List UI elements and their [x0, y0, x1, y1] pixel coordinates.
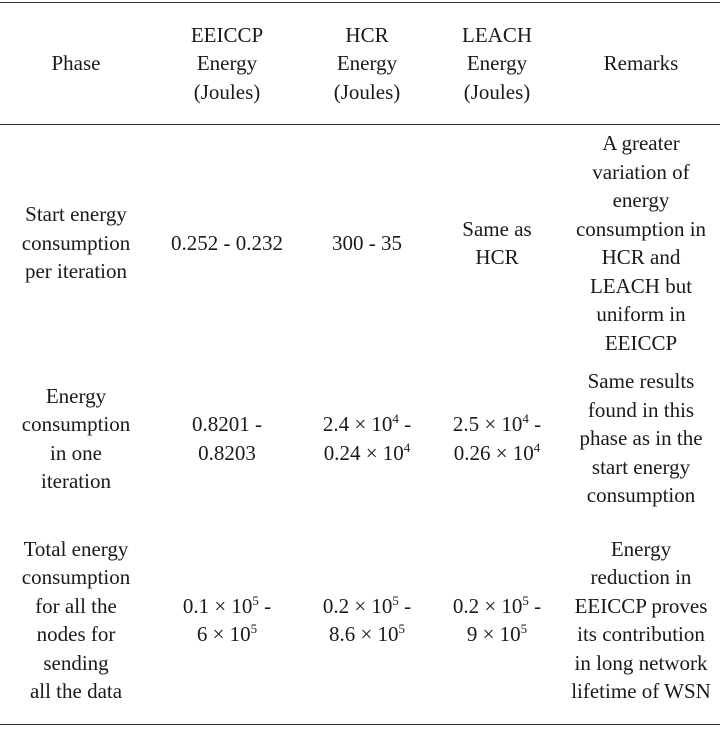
sci-base: 0.26 × 10: [453, 440, 534, 465]
header-hcr-energy: [302, 3, 432, 125]
sci-value: [154, 592, 300, 621]
header-text: Energy: [196, 51, 258, 76]
header-phase: [0, 3, 152, 125]
sci-base: 6 × 10: [196, 622, 251, 646]
sci-base: 2.4 × 10: [322, 412, 393, 436]
header-text: Phase: [51, 51, 101, 76]
sci-exponent: 4: [533, 439, 541, 455]
cell-eeiccp: [152, 125, 302, 362]
cell-remarks: [562, 516, 720, 725]
energy-comparison-table-container: [0, 2, 720, 725]
cell-text: 300 - 35: [332, 230, 402, 255]
sci-exponent: 5: [520, 621, 528, 636]
cell-text: Energy: [610, 536, 672, 561]
cell-text: 0.8201 -: [192, 412, 262, 436]
cell-text: consumption in: [575, 216, 707, 241]
cell-eeiccp: [152, 361, 302, 516]
sci-base: 8.6 × 10: [328, 622, 399, 646]
sci-value: [434, 410, 560, 439]
sci-exponent: 5: [250, 621, 258, 636]
header-text: HCR: [345, 22, 389, 47]
header-text: (Joules): [193, 79, 261, 104]
table-body: [0, 125, 720, 725]
table-row-total-energy: [0, 516, 720, 725]
header-text: (Joules): [463, 79, 531, 104]
sci-tail: -: [528, 412, 542, 436]
cell-text: found in this: [587, 397, 695, 422]
sci-value: [304, 439, 430, 468]
cell-leach: [432, 516, 562, 725]
cell-text: in one: [50, 440, 102, 465]
cell-text: variation of: [592, 159, 690, 184]
header-leach-energy: [432, 3, 562, 125]
sci-base: 2.5 × 10: [452, 412, 523, 436]
header-text: EEICCP: [190, 22, 264, 47]
sci-base: 0.1 × 10: [182, 593, 253, 618]
cell-text: HCR: [475, 245, 519, 269]
cell-phase: [0, 125, 152, 362]
sci-value: [304, 410, 430, 439]
sci-exponent: 5: [522, 592, 529, 608]
cell-text: 0.252 - 0.232: [171, 230, 283, 255]
sci-exponent: 5: [392, 592, 399, 608]
header-text: Remarks: [603, 51, 679, 76]
cell-text: energy: [612, 188, 670, 212]
cell-text: consumption: [586, 483, 696, 508]
sci-value: [434, 620, 560, 649]
cell-text: consumption: [21, 412, 131, 436]
cell-hcr: [302, 125, 432, 362]
header-text: Energy: [466, 51, 528, 76]
cell-hcr: [302, 361, 432, 516]
cell-text: per iteration: [24, 259, 128, 284]
header-eeiccp-energy: [152, 3, 302, 125]
sci-tail: -: [398, 412, 412, 436]
cell-remarks: [562, 125, 720, 362]
cell-phase: [0, 516, 152, 725]
cell-text: 0.8203: [198, 440, 256, 465]
sci-tail: -: [398, 593, 412, 618]
sci-base: 9 × 10: [466, 622, 521, 646]
sci-exponent: 4: [392, 411, 399, 426]
cell-text: Same as: [462, 216, 532, 241]
sci-base: 0.24 × 10: [323, 440, 404, 465]
sci-exponent: 5: [252, 592, 259, 608]
cell-text: start energy: [591, 454, 691, 479]
cell-text: for all the: [35, 593, 117, 618]
sci-value: [154, 620, 300, 649]
sci-exponent: 5: [398, 621, 406, 636]
cell-text: Energy: [45, 383, 107, 408]
cell-remarks: [562, 361, 720, 516]
cell-text: EEICCP: [604, 330, 678, 355]
sci-value: [304, 592, 430, 621]
cell-text: in long network: [574, 650, 708, 675]
table-header: [0, 3, 720, 125]
header-text: LEACH: [462, 22, 532, 47]
sci-value: [304, 620, 430, 649]
cell-text: LEACH but: [589, 273, 693, 298]
cell-text: reduction in: [590, 565, 692, 589]
cell-text: consumption: [21, 565, 131, 589]
sci-exponent: 4: [522, 411, 529, 426]
cell-text: HCR and: [601, 245, 681, 269]
cell-text: uniform in: [596, 302, 686, 326]
cell-leach: [432, 125, 562, 362]
sci-base: 0.2 × 10: [452, 593, 523, 618]
cell-text: nodes for: [36, 622, 116, 646]
table-row-start-energy: [0, 125, 720, 362]
cell-text: Total energy: [23, 536, 129, 561]
cell-text: iteration: [41, 469, 111, 493]
cell-leach: [432, 361, 562, 516]
sci-base: 0.2 × 10: [322, 593, 393, 618]
header-remarks: [562, 3, 720, 125]
cell-text: its contribution: [577, 622, 705, 646]
sci-exponent: 4: [403, 439, 411, 455]
sci-value: [434, 592, 560, 621]
sci-tail: -: [528, 593, 542, 618]
cell-hcr: [302, 516, 432, 725]
cell-text: consumption: [21, 230, 131, 255]
cell-text: lifetime of WSN: [571, 679, 711, 703]
sci-value: [434, 439, 560, 468]
header-text: Energy: [336, 51, 398, 76]
cell-text: all the data: [29, 679, 123, 703]
cell-text: phase as in the: [579, 426, 703, 451]
cell-text: Same results: [587, 369, 695, 394]
cell-text: EEICCP proves: [574, 593, 708, 618]
sci-tail: -: [258, 593, 272, 618]
table-row-one-iteration: [0, 361, 720, 516]
energy-comparison-table: [0, 2, 720, 725]
cell-text: sending: [43, 650, 109, 675]
header-row: [0, 3, 720, 125]
cell-text: A greater: [602, 131, 680, 155]
cell-text: Start energy: [25, 202, 127, 227]
header-text: (Joules): [333, 79, 401, 104]
cell-phase: [0, 361, 152, 516]
cell-eeiccp: [152, 516, 302, 725]
